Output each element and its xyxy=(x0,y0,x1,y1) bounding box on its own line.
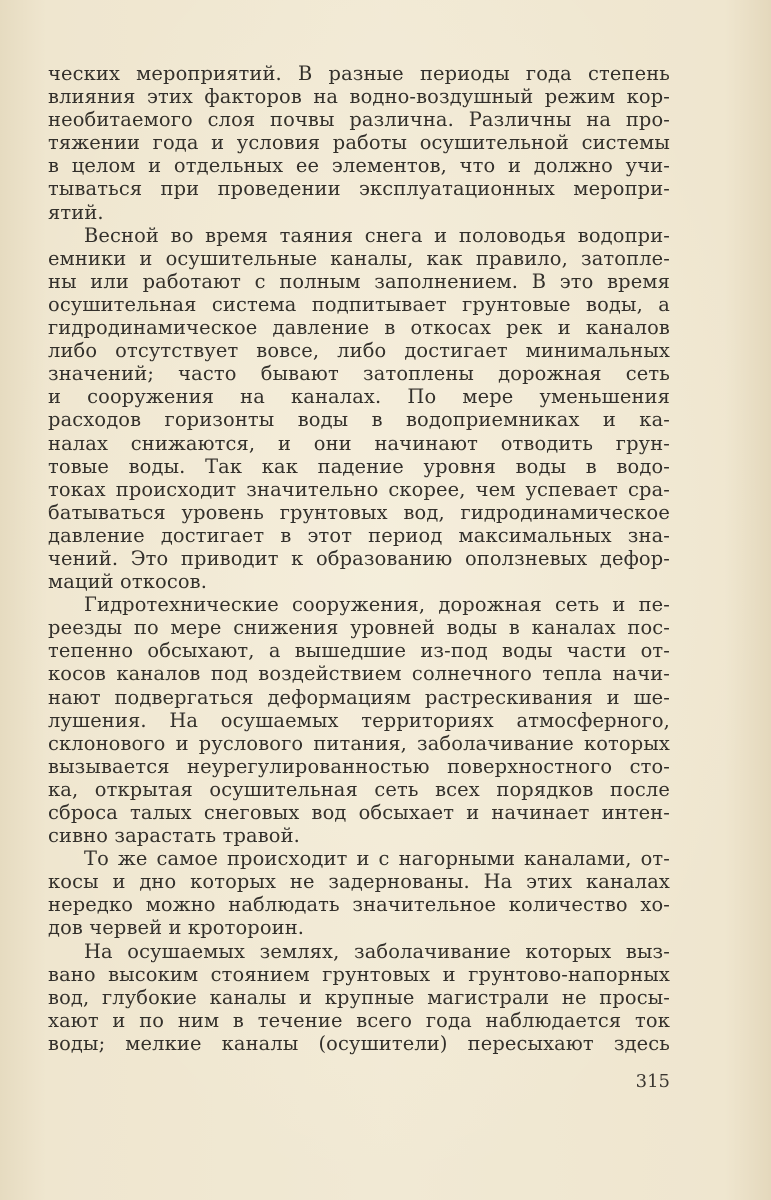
paragraph-3 xyxy=(48,593,670,847)
text-line: косов каналов под воздействием солнечного тепла начи- xyxy=(48,662,670,686)
text-line: нают подвергаться деформациям растрескивания и ше- xyxy=(48,685,670,709)
text-line: хают и по ним в течение всего года наблюдается ток xyxy=(48,1008,670,1032)
text-line: вано высоким стоянием грунтовых и грунтово-напорных xyxy=(48,962,670,986)
text-line: лушения. На осушаемых территориях атмосферного, xyxy=(48,708,670,732)
text-line: сброса талых снеговых вод обсыхает и начинает интен- xyxy=(48,801,670,824)
page-body-text xyxy=(48,62,670,1055)
text-line: давление достигает в этот период максимальных зна- xyxy=(48,523,670,547)
text-line: тепенно обсыхают, а вышедшие из-под воды части от- xyxy=(48,639,670,663)
text-line: На осушаемых землях, заболачивание которых выз- xyxy=(84,939,670,963)
text-line: склонового и руслового питания, заболачивание которых xyxy=(48,731,670,755)
text-line: тываться при проведении эксплуатационных меропри- xyxy=(48,177,670,201)
text-line: ны или работают с полным заполнением. В это время xyxy=(48,269,670,293)
text-line: ческих мероприятий. В разные периоды года степень xyxy=(48,62,670,85)
page-number: 315 xyxy=(635,1071,670,1092)
text-line: гидродинамическое давление в откосах рек и каналов xyxy=(48,316,670,340)
text-line: емники и осушительные каналы, как правило, затопле- xyxy=(48,246,670,270)
text-line: либо отсутствует вовсе, либо достигает минимальных xyxy=(48,339,670,363)
text-line: То же самое происходит и с нагорными каналами, от- xyxy=(84,847,670,871)
text-line: влияния этих факторов на водно-воздушный режим кор- xyxy=(48,85,670,109)
text-line: необитаемого слоя почвы различна. Различны на про- xyxy=(48,108,670,132)
text-line: Весной во время таяния снега и половодья водопри- xyxy=(84,223,670,247)
text-line: воды; мелкие каналы (осушители) пересыхают здесь xyxy=(48,1031,670,1055)
text-line: реезды по мере снижения уровней воды в каналах пос- xyxy=(48,616,670,640)
paragraph-4 xyxy=(48,847,670,939)
text-line: и сооружения на каналах. По мере уменьшения xyxy=(48,385,670,409)
text-line: товые воды. Так как падение уровня воды в водо- xyxy=(48,454,670,478)
text-line: осушительная система подпитывает грунтовые воды, а xyxy=(48,292,670,316)
text-line: чений. Это приводит к образованию оползневых дефор- xyxy=(48,546,670,570)
text-line: дов червей и кротороин. xyxy=(48,916,305,940)
text-line: расходов горизонты воды в водоприемниках и ка- xyxy=(48,408,670,432)
text-line: батываться уровень грунтовых вод, гидродинамическое xyxy=(48,500,670,524)
text-line: ятий. xyxy=(48,200,104,224)
text-line: сивно зарастать травой. xyxy=(48,824,300,848)
text-line: маций откосов. xyxy=(48,570,208,594)
text-line: вызывается неурегулированностью поверхностного сто- xyxy=(48,754,670,778)
paragraph-5 xyxy=(48,940,670,1055)
text-line: ка, открытая осушительная сеть всех порядков после xyxy=(48,777,670,801)
text-line: вод, глубокие каналы и крупные магистрали не просы- xyxy=(48,985,670,1009)
paragraph-1 xyxy=(48,62,670,224)
text-line: токах происходит значительно скорее, чем успевает сра- xyxy=(48,477,670,501)
text-line: косы и дно которых не задернованы. На этих каналах xyxy=(48,870,670,894)
text-line: Гидротехнические сооружения, дорожная сеть и пе- xyxy=(84,593,670,617)
text-line: нередко можно наблюдать значительное количество хо- xyxy=(48,893,670,917)
paragraph-2 xyxy=(48,224,670,594)
text-line: в целом и отдельных ее элементов, что и должно учи- xyxy=(48,154,670,178)
text-line: тяжении года и условия работы осушительной системы xyxy=(48,131,670,155)
text-line: налах снижаются, и они начинают отводить грун- xyxy=(48,431,670,455)
text-line: значений; часто бывают затоплены дорожная сеть xyxy=(48,362,670,386)
